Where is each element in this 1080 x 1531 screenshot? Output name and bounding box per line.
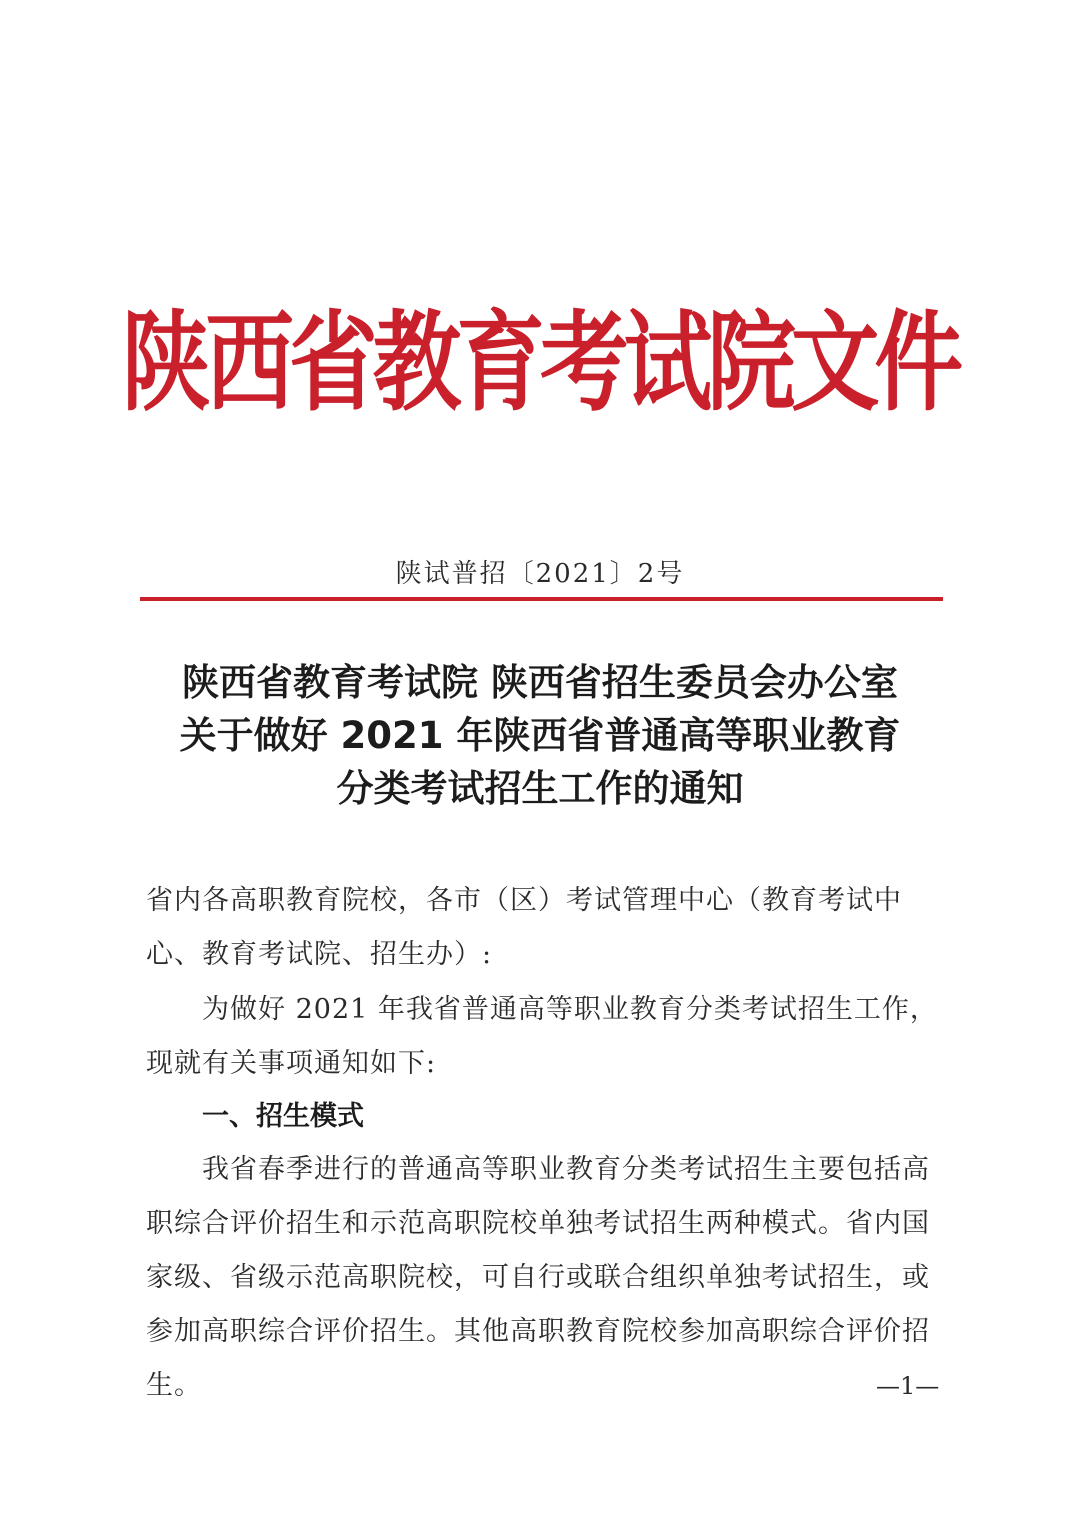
intro-paragraph: 为做好 2021 年我省普通高等职业教育分类考试招生工作，现就有关事项通知如下: xyxy=(146,994,938,1079)
addressee: 省内各高职教育院校，各市（区）考试管理中心（教育考试中心、教育考试院、招生办）: xyxy=(146,885,902,970)
notice-title xyxy=(100,656,980,815)
notice-title-line-2: 关于做好 2021 年陕西省普通高等职业教育 xyxy=(179,714,901,757)
document-number: 陕试普招〔2021〕2号 xyxy=(395,559,685,589)
issuing-organization-header: 陕西省教育考试院文件 xyxy=(121,300,959,426)
red-divider-line xyxy=(140,597,943,601)
notice-title-line-3: 分类考试招生工作的通知 xyxy=(336,767,744,810)
enrollment-mode-paragraph: 我省春季进行的普通高等职业教育分类考试招生主要包括高职综合评价招生和示范高职院校单独考试招生两种模式。省内国家级、省级示范高职院校，可自行或联合组织单独考试招生，或参加高职综合评价招生。其他高职教育院校参加高职综合评价招生。 xyxy=(146,1154,930,1401)
notice-title-line-1: 陕西省教育考试院 陕西省招生委员会办公室 xyxy=(182,661,898,704)
section-heading-enrollment-mode: 一、招生模式 xyxy=(202,1101,364,1132)
page-number: —1— xyxy=(876,1372,940,1400)
